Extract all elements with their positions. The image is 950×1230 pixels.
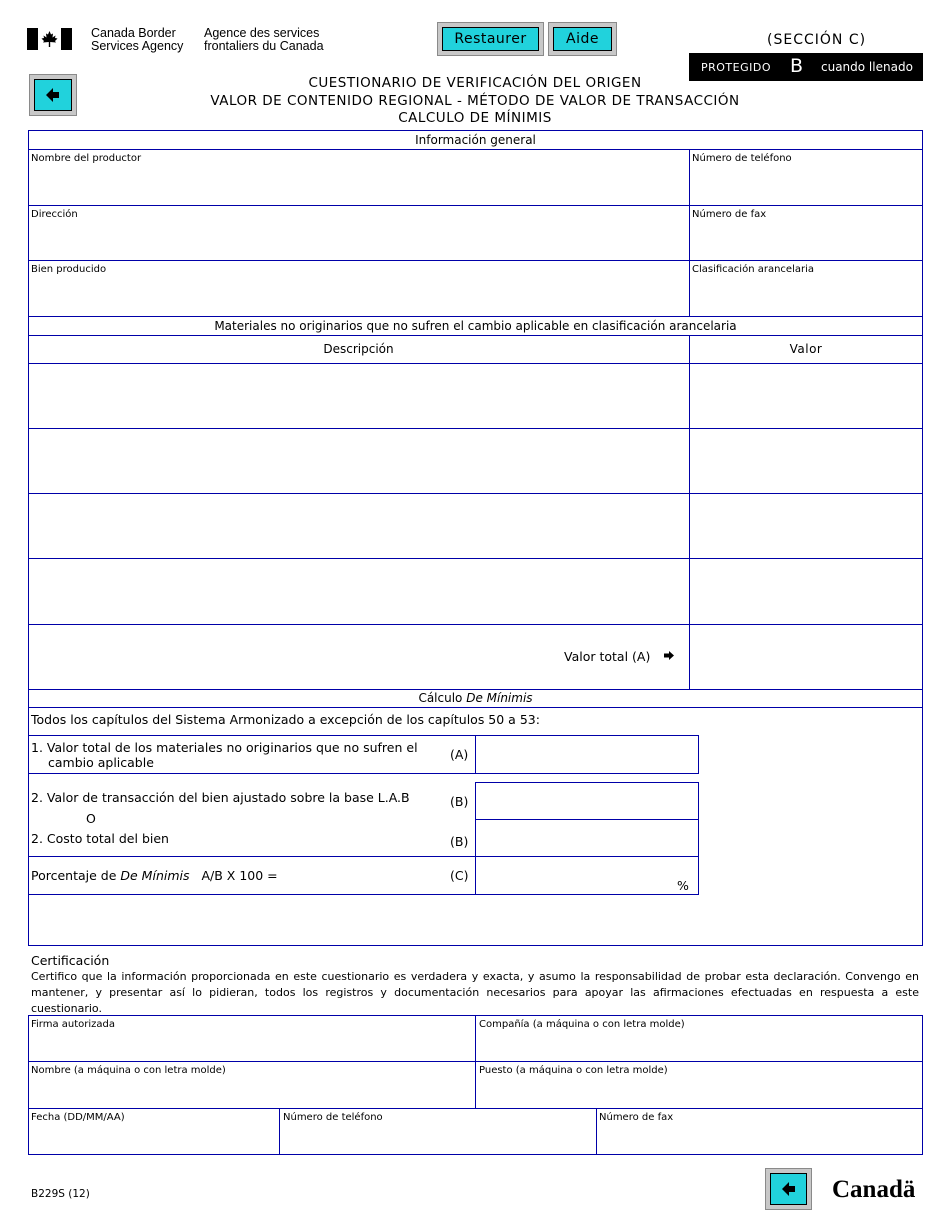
help-button[interactable] [548, 22, 617, 56]
item2b-value-field[interactable] [477, 822, 697, 855]
deminimis-heading-prefix: Cálculo [418, 691, 467, 705]
protected-suffix: cuando llenado [821, 60, 913, 74]
percentage-italic: De Mínimis [120, 868, 190, 883]
cert-phone-label: Número de teléfono [283, 1112, 383, 1123]
item2a-code: (B) [450, 794, 469, 809]
address-label: Dirección [31, 209, 78, 220]
canada-wordmark: Canadä [832, 1176, 916, 1203]
protected-label: PROTEGIDO [701, 61, 772, 74]
value-column-header: Valor [789, 342, 823, 356]
or-label: O [86, 811, 96, 826]
material-description-field-3[interactable] [30, 495, 686, 556]
deminimis-heading-italic: De Mínimis [466, 691, 533, 705]
item2b-label: 2. Costo total del bien [31, 831, 169, 846]
address-field[interactable] [30, 222, 686, 257]
date-label: Fecha (DD/MM/AA) [31, 1112, 125, 1123]
cert-phone-field[interactable] [281, 1125, 594, 1153]
certification-heading: Certificación [31, 953, 110, 968]
good-produced-field[interactable] [30, 277, 686, 313]
certification-text: Certifico que la información proporcionada en este cuestionario es verdadera y exacta, y asumo la responsabilidad de probar esta declaración. Convengo en mantener, y presentar así lo pidieran, todos los registros y documentación necesarios para apoyar las afirmaciones efectuadas en respuesta a este cuestionario. [31, 970, 919, 1015]
item2a-label: 2. Valor de transacción del bien ajustado sobre la base L.A.B [31, 790, 410, 805]
company-field[interactable] [477, 1032, 920, 1059]
agency-en-line2: Services Agency [91, 39, 184, 53]
percent-sign: % [677, 878, 689, 893]
agency-name-en [91, 27, 183, 53]
position-field[interactable] [477, 1078, 920, 1106]
percentage-value-field[interactable] [477, 858, 675, 893]
material-value-field-3[interactable] [691, 495, 920, 556]
name-label: Nombre (a máquina o con letra molde) [31, 1065, 226, 1076]
company-label: Compañía (a máquina o con letra molde) [479, 1019, 685, 1030]
phone-field[interactable] [691, 166, 920, 202]
phone-label: Número de teléfono [692, 153, 792, 164]
material-description-field-4[interactable] [30, 560, 686, 622]
signature-label: Firma autorizada [31, 1019, 116, 1030]
agency-name-fr [204, 27, 324, 53]
producer-name-label: Nombre del productor [31, 153, 142, 164]
form-title-line1: CUESTIONARIO DE VERIFICACIÓN DEL ORIGEN [308, 75, 642, 91]
item2b-code: (B) [450, 834, 469, 849]
fax-label: Número de fax [692, 209, 767, 220]
general-info-heading: Información general [415, 133, 536, 147]
deminimis-heading [28, 691, 923, 705]
percentage-prefix: Porcentaje de [31, 868, 121, 883]
agency-en-line1: Canada Border [91, 26, 176, 40]
item1-line2: cambio aplicable [48, 755, 154, 770]
help-button-label: Aide [553, 27, 612, 51]
tariff-classification-label: Clasificación arancelaria [692, 264, 814, 275]
agency-fr-line1: Agence des services [204, 26, 320, 40]
fax-field[interactable] [691, 222, 920, 257]
back-button-bottom[interactable] [765, 1168, 812, 1210]
material-description-field-1[interactable] [30, 365, 686, 426]
canada-flag-icon [27, 28, 72, 50]
material-description-field-2[interactable] [30, 430, 686, 491]
tariff-classification-field[interactable] [691, 277, 920, 313]
position-label: Puesto (a máquina o con letra molde) [479, 1065, 668, 1076]
percentage-code: (C) [450, 868, 469, 883]
form-title-line3: CALCULO DE MÍNIMIS [398, 110, 552, 126]
restore-button[interactable] [437, 22, 544, 56]
restore-button-label: Restaurer [442, 27, 539, 51]
description-column-header: Descripción [323, 342, 394, 356]
materials-heading: Materiales no originarios que no sufren el cambio aplicable en clasificación arancelaria [214, 319, 737, 333]
agency-fr-line2: frontaliers du Canada [204, 39, 324, 53]
total-value-field[interactable] [691, 626, 920, 687]
arrow-right-icon [664, 651, 674, 660]
item1-line1: 1. Valor total de los materiales no originarios que no sufren el [31, 740, 418, 755]
deminimis-intro: Todos los capítulos del Sistema Armonizado a excepción de los capítulos 50 a 53: [31, 712, 540, 727]
section-label: (SECCIÓN C) [767, 32, 867, 48]
cert-fax-label: Número de fax [599, 1112, 674, 1123]
producer-name-field[interactable] [30, 166, 686, 202]
material-value-field-1[interactable] [691, 365, 920, 426]
cert-fax-field[interactable] [598, 1125, 920, 1153]
signature-field[interactable] [30, 1032, 473, 1059]
date-field[interactable] [30, 1125, 277, 1153]
good-produced-label: Bien producido [31, 264, 107, 275]
item2a-value-field[interactable] [477, 784, 697, 818]
back-arrow-icon [782, 1181, 796, 1197]
form-number: B229S (12) [31, 1188, 90, 1200]
form-title-line2: VALOR DE CONTENIDO REGIONAL - MÉTODO DE VALOR DE TRANSACCIÓN [210, 93, 740, 109]
name-field[interactable] [30, 1078, 473, 1106]
item1-value-field[interactable] [477, 737, 697, 772]
item1-code: (A) [450, 747, 469, 762]
percentage-formula: A/B X 100 = [201, 868, 278, 883]
percentage-label [31, 868, 278, 883]
protected-level: B [790, 55, 804, 77]
total-value-label: Valor total (A) [564, 649, 651, 664]
material-value-field-2[interactable] [691, 430, 920, 491]
material-value-field-4[interactable] [691, 560, 920, 622]
